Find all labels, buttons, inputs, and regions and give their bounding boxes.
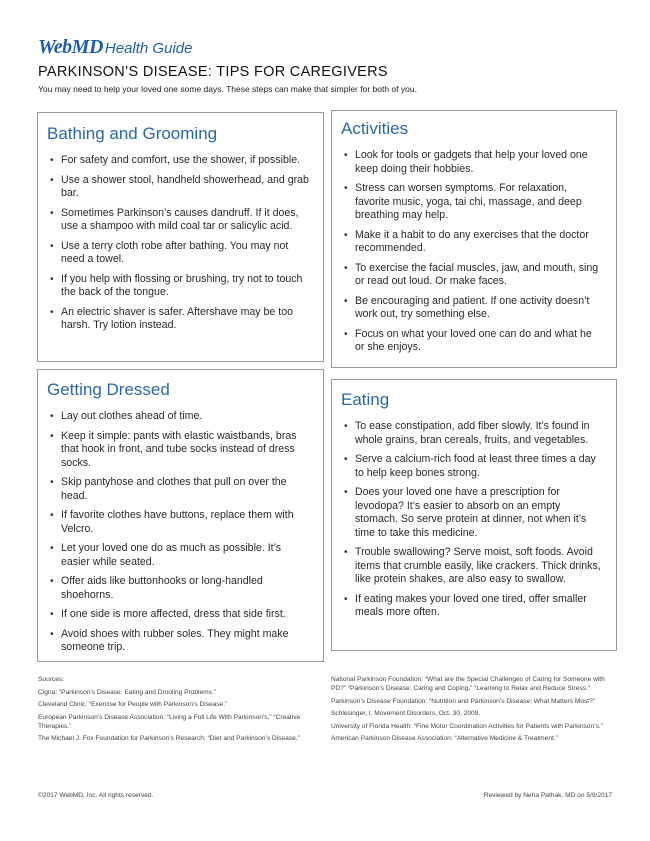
list-item [47,410,311,424]
logo-brand: WebMD [38,36,103,58]
list-item-text: If you help with flossing or brushing, try not to touch the back of the tongue. [61,272,303,298]
list-item-text: Does your loved one have a prescription for levodopa? It’s easier to absorb on an empty stomach. So serve protein at dinner, not when it’s time to take this medicine. [355,486,587,539]
list-item-text: Be encouraging and patient. If one activity doesn’t work out, try something else. [355,294,590,320]
section-heading: Eating [341,390,390,409]
bathing-grooming-section [37,112,324,362]
list-item-text: If eating makes your loved one tired, offer smaller meals more often. [355,592,587,618]
review-credit: Reviewed by Neha Pathak, MD on 5/9/2017 [483,792,612,799]
list-item [47,476,311,503]
tips-list [47,410,311,655]
list-item-text: To exercise the facial muscles, jaw, and mouth, sing or read out loud. Or make faces. [355,261,599,287]
source-entry: Sources: [38,676,65,683]
list-item-text: Avoid shoes with rubber soles. They might make someone trip. [61,627,289,653]
source-entry: European Parkinson’s Disease Association: “Living a Full Life With Parkinson’s,” “Creative Therapies.” [38,713,301,730]
source-entry: American Parkinson Disease Association: “Alternative Medicine & Treatment.” [331,735,558,742]
logo-suffix: Health Guide [104,40,193,57]
list-item-text: To ease constipation, add fiber slowly. It’s found in whole grains, bran cereals, fruits, and vegetables. [355,420,590,446]
bullet-icon: • [344,295,348,307]
sources-left [38,675,310,747]
list-item [341,593,604,620]
bullet-icon: • [344,454,348,465]
eating-section [331,379,617,651]
list-item-text: Trouble swallowing? Serve moist, soft foods. Avoid items that crumble easily, like crackers. Thick drinks, like protein shakes, are also easy to swallow. [355,546,601,585]
bullet-icon: • [50,411,54,422]
bullet-icon: • [50,155,54,166]
bullet-icon: • [50,207,54,219]
list-item-text: Use a terry cloth robe after bathing. You may not need a towel. [61,239,289,265]
copyright: ©2017 WebMD, Inc. All rights reserved. [38,792,154,799]
list-item-text: Sometimes Parkinson’s causes dandruff. If it does, use a shampoo with mild coal tar or salicylic acid. [61,206,299,232]
list-item [341,229,604,256]
bullet-icon: • [344,593,348,605]
list-item-text: Skip pantyhose and clothes that pull on over the head. [61,476,287,502]
list-item [47,542,311,569]
list-item [47,174,311,201]
list-item [341,295,604,322]
section-heading: Getting Dressed [47,380,170,399]
source-entry: The Michael J. Fox Foundation for Parkinson’s Research: “Diet and Parkinson’s Disease.” [38,735,300,742]
activities-section [331,110,617,368]
tips-list [341,420,604,620]
list-item [341,420,604,447]
list-item [47,240,311,267]
bullet-icon: • [344,262,348,274]
getting-dressed-section [37,369,324,662]
list-item-text: For safety and comfort, use the shower, if possible. [61,154,301,166]
tips-list [47,154,311,333]
bullet-icon: • [344,487,348,498]
bullet-icon: • [50,430,54,442]
source-entry: Parkinson’s Disease Foundation: “Nutrition and Parkinson’s Disease: What Matters Most?” [331,697,595,705]
list-item-text: Make it a habit to do any exercises that the doctor recommended. [355,228,589,254]
list-item-text: An electric shaver is safer. Aftershave may be too harsh. Try lotion instead. [61,305,293,331]
sources-right [331,675,621,747]
bullet-icon: • [50,609,54,620]
section-heading: Bathing and Grooming [47,124,218,143]
list-item [341,182,604,223]
bullet-icon: • [344,328,348,340]
bullet-icon: • [50,510,54,521]
list-item-text: Let your loved one do as much as possible. It’s easier while seated. [61,542,282,568]
source-entry: University of Florida Health: “Fine Motor Coordination Activities for Patients with Parkinson’s.” [331,722,603,730]
page-subtitle: You may need to help your loved one some days. These steps can make that simpler for both of you. [38,84,417,94]
bullet-icon: • [50,576,54,587]
list-item-text: Keep it simple: pants with elastic waistbands, bras that hook in front, and tube socks instead of dress socks. [61,429,297,469]
tips-list [341,149,604,355]
list-item-text: If one side is more affected, dress that side first. [61,608,286,620]
list-item-text: Stress can worsen symptoms. For relaxation, favorite music, yoga, tai chi, massage, and deep breathing may help. [355,182,582,221]
list-item-text: Use a shower stool, handheld showerhead, and grab bar. [61,173,309,199]
bullet-icon: • [50,273,54,285]
list-item-text: Offer aids like buttonhooks or long-handled shoehorns. [61,575,263,601]
bullet-icon: • [344,150,348,161]
bullet-icon: • [50,306,54,318]
list-item [47,430,311,471]
bullet-icon: • [50,174,54,186]
webmd-logo [38,36,192,60]
section-heading: Activities [341,119,409,138]
list-item [47,608,311,622]
list-item [47,628,311,655]
list-item [47,273,311,300]
list-item [47,509,311,536]
source-entry: Cleveland Clinic: “Exercise for People with Parkinson’s Disease.” [38,701,228,708]
list-item [341,149,604,176]
list-item [47,575,311,602]
list-item-text: If favorite clothes have buttons, replace them with Velcro. [61,509,294,535]
list-item [341,262,604,289]
bullet-icon: • [50,543,54,554]
bullet-icon: • [344,183,348,194]
list-item-text: Lay out clothes ahead of time. [61,410,203,422]
bullet-icon: • [50,628,54,640]
list-item [47,207,311,234]
bullet-icon: • [50,240,54,252]
list-item [341,453,604,480]
list-item [341,486,604,540]
bullet-icon: • [50,477,54,488]
source-entry: Cigna: “Parkinson’s Disease: Eating and Drooling Problems.” [38,688,216,696]
list-item-text: Look for tools or gadgets that help your loved one keep doing their hobbies. [355,149,588,175]
bullet-icon: • [344,421,348,432]
page-title: PARKINSON’S DISEASE: TIPS FOR CAREGIVERS [38,64,388,80]
list-item-text: Serve a calcium-rich food at least three times a day to help keep bones strong. [355,453,596,479]
list-item [47,306,311,333]
source-entry: Schlesinger, I. Movement Disorders, Oct. 30, 2009. [331,710,481,717]
source-entry: National Parkinson Foundation: “What are the Special Challenges of Caring for Someone with PD?” “Parkinson’s Disease: Caring and Coping,” “Learning to Relax and Reduce Stress.” [331,676,605,692]
list-item [341,546,604,587]
bullet-icon: • [344,229,348,241]
list-item [47,154,311,168]
list-item [341,328,604,355]
bullet-icon: • [344,547,348,558]
list-item-text: Focus on what your loved one can do and what he or she enjoys. [355,327,592,353]
